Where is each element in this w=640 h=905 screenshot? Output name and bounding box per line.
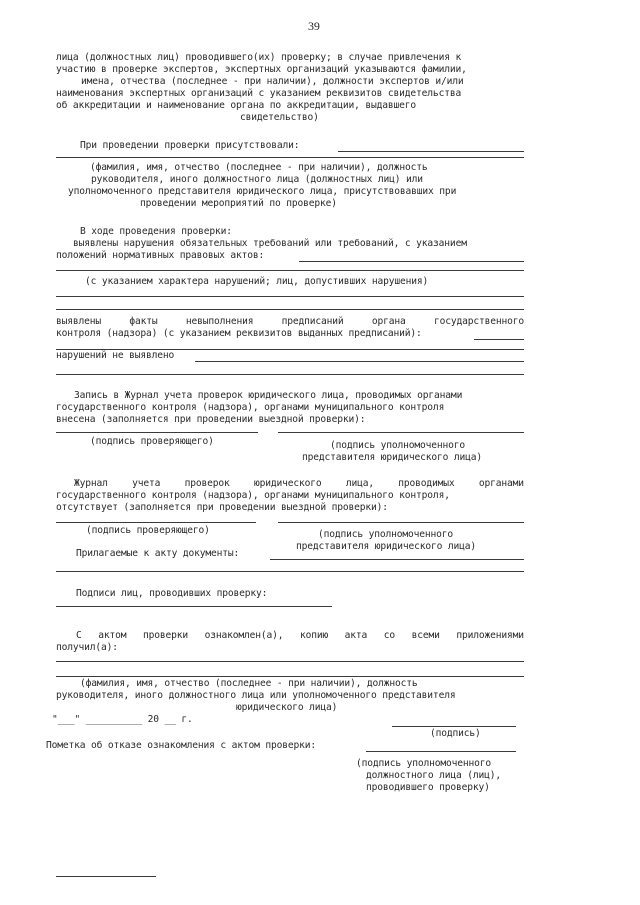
- acquainted-word: копию: [299, 630, 329, 641]
- violations-fill-line[interactable]: [299, 261, 524, 262]
- present-caption-line: уполномоченного представителя юридического лица, присутствовавших при: [68, 186, 457, 197]
- acquainted-word: акта: [344, 630, 368, 641]
- experts-text-line: имена, отчества (последнее - при наличии), должности экспертов и/или: [81, 76, 464, 87]
- experts-text-line: лица (должностных лиц) проводившего(их) проверку; в случае привлечения к: [56, 52, 462, 63]
- journal-entry-sig-rep: (подпись уполномоченного: [330, 440, 466, 451]
- journal-entry-sig-inspector: (подпись проверяющего): [90, 436, 214, 447]
- present-caption-line: (фамилия, имя, отчество (последнее - при наличии), должность: [90, 162, 428, 173]
- journal-entry-text-line: внесена (заполняется при проведении выездной проверки):: [56, 414, 366, 425]
- violations-fill-line[interactable]: [56, 270, 524, 271]
- acquainted-fill-line[interactable]: [56, 661, 524, 662]
- experts-text-line: наименования экспертных организаций с указанием реквизитов свидетельства: [56, 88, 462, 99]
- violations-text-line: выявлены нарушения обязательных требований или требований, с указанием: [73, 238, 467, 249]
- page-number: 39: [308, 19, 320, 33]
- acquainted-word: проверки: [142, 630, 188, 641]
- experts-text-line: участию в проверке экспертов, экспертных организаций указываются фамилии,: [56, 64, 467, 75]
- signatures-fill-line[interactable]: [56, 606, 332, 607]
- journal-entry-sig-rep: представителя юридического лица): [302, 452, 483, 463]
- acquainted-caption-line: руководителя, иного должностного лица или уполномоченного представителя: [56, 690, 456, 701]
- present-fill-line[interactable]: [338, 151, 524, 152]
- signatures-label: Подписи лиц, проводивших проверку:: [76, 588, 268, 599]
- prescriptions-text-line: [56, 316, 524, 328]
- prescriptions-fill-line[interactable]: [474, 339, 524, 340]
- acquainted-text-line: получил(а):: [56, 642, 118, 653]
- journal-absent-text-line: отсутствует (заполняется при проведении выездной проверки):: [56, 502, 388, 513]
- violations-fill-line[interactable]: [56, 296, 524, 297]
- journal-entry-signature-line[interactable]: [278, 432, 524, 433]
- violations-caption: (с указанием характера нарушений; лиц, допустивших нарушения): [85, 276, 429, 287]
- journal-absent-word: проводимых: [398, 478, 455, 489]
- violations-fill-line[interactable]: [56, 309, 524, 310]
- violations-heading: В ходе проведения проверки:: [80, 226, 232, 237]
- journal-absent-word: проверок: [184, 478, 230, 489]
- present-label: При проведении проверки присутствовали:: [80, 140, 300, 151]
- acquainted-caption-line: юридического лица): [236, 702, 338, 713]
- prescriptions-word: государственного: [433, 316, 524, 327]
- acquainted-word: всеми: [411, 630, 440, 641]
- refusal-fill-line[interactable]: [366, 751, 516, 752]
- refusal-caption-line: должностного лица (лиц),: [366, 770, 502, 781]
- refusal-caption-line: проводившего проверку): [366, 782, 490, 793]
- acquainted-fill-line[interactable]: [56, 676, 524, 677]
- prescriptions-word: органа: [371, 316, 406, 327]
- acquainted-text-line: [76, 630, 524, 642]
- experts-text-line: свидетельство): [240, 112, 319, 123]
- present-fill-line[interactable]: [56, 157, 524, 158]
- journal-absent-sig-rep: (подпись уполномоченного: [318, 529, 454, 540]
- prescriptions-word: факты: [129, 316, 158, 327]
- acquainted-caption-line: (фамилия, имя, отчество (последнее - при наличии), должность: [80, 678, 418, 689]
- violations-text-line: положений нормативных правовых актов:: [56, 250, 265, 261]
- attached-docs-fill-line[interactable]: [270, 559, 524, 560]
- acquainted-word: актом: [98, 630, 127, 641]
- journal-absent-sig-inspector: (подпись проверяющего): [86, 525, 210, 536]
- journal-absent-text-line: [74, 478, 524, 490]
- attached-docs-label: Прилагаемые к акту документы:: [76, 548, 240, 559]
- refusal-label: Пометка об отказе ознакомления с актом проверки:: [46, 740, 317, 751]
- prescriptions-word: выявлены: [56, 316, 102, 327]
- journal-absent-word: учета: [132, 478, 161, 489]
- no-violations-fill-line[interactable]: [56, 374, 524, 375]
- journal-absent-word: органами: [478, 478, 524, 489]
- refusal-caption-line: (подпись уполномоченного: [356, 758, 492, 769]
- footnote-separator: [56, 876, 156, 877]
- journal-absent-text-line: государственного контроля (надзора), органами муниципального контроля,: [56, 490, 450, 501]
- acquainted-word: со: [383, 630, 396, 641]
- journal-entry-text-line: Запись в Журнал учета проверок юридического лица, проводимых органами: [74, 390, 463, 401]
- journal-absent-word: Журнал: [74, 478, 108, 489]
- prescriptions-word: невыполнения: [185, 316, 254, 327]
- journal-absent-signature-line[interactable]: [278, 522, 524, 523]
- journal-entry-signature-line[interactable]: [56, 432, 258, 433]
- present-caption-line: руководителя, иного должностного лица (должностных лиц) или: [91, 174, 423, 185]
- acquainted-word: С: [76, 630, 82, 641]
- present-caption-line: проведении мероприятий по проверке): [140, 198, 337, 209]
- no-violations-label: нарушений не выявлено: [56, 350, 175, 361]
- journal-absent-signature-line[interactable]: [56, 522, 256, 523]
- attached-docs-fill-line[interactable]: [56, 571, 524, 572]
- journal-absent-word: лица,: [345, 478, 374, 489]
- prescriptions-text-line: контроля (надзора) (с указанием реквизитов выданных предписаний):: [56, 328, 422, 339]
- acquainted-word: приложениями: [456, 630, 524, 641]
- journal-absent-sig-rep: представителя юридического лица): [296, 541, 477, 552]
- prescriptions-word: предписаний: [281, 316, 344, 327]
- journal-entry-text-line: государственного контроля (надзора), органами муниципального контроля: [56, 402, 445, 413]
- acquainted-signature-caption: (подпись): [430, 728, 481, 739]
- acquainted-date-line[interactable]: "___" __________ 20 __ г.: [52, 714, 193, 725]
- acquainted-word: ознакомлен(а),: [204, 630, 284, 641]
- no-violations-fill-line[interactable]: [195, 361, 524, 362]
- journal-absent-word: юридического: [253, 478, 322, 489]
- acquainted-signature-line[interactable]: [392, 726, 516, 727]
- experts-text-line: об аккредитации и наименование органа по аккредитации, выдавшего: [56, 100, 417, 111]
